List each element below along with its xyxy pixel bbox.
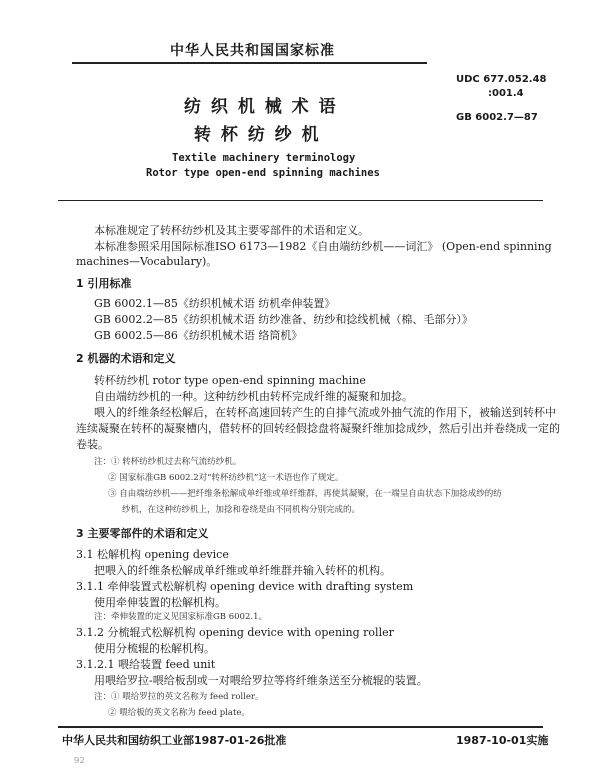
term-rotor-machine: 转杯纺纱机 rotor type open-end spinning machine — [94, 374, 366, 387]
section-3-1-definition: 把喂入的纤维条松解成单纤维或单纤维群并输入转杯的机构。 — [94, 564, 391, 577]
reference-1: GB 6002.1—85《纺织机械术语 纺机牵伸装置》 — [94, 297, 336, 310]
title-en-line2: Rotor type open-end spinning machines — [146, 167, 380, 179]
title-en-line1: Textile machinery terminology — [172, 152, 356, 164]
intro-paragraph-2-line2: machines—Vocabulary)。 — [76, 255, 218, 268]
intro-paragraph-2-line1: 本标准参照采用国际标准ISO 6173—1982《自由端纺纱机——词汇》 (Open-end spinning — [94, 240, 552, 253]
note-1: 注：① 转杯纺纱机过去称气流纺纱机。 — [94, 457, 242, 467]
reference-2: GB 6002.2—85《纺织机械术语 纺纱准备、纺纱和捻线机械（棉、毛部分）》 — [94, 313, 473, 326]
title-cn-line2: 转 杯 纺 纱 机 — [194, 125, 321, 145]
national-standard-heading: 中华人民共和国国家标准 — [170, 43, 335, 59]
section-3-1-2-1-definition: 用喂给罗拉-喂给板刮或一对喂给罗拉等将纤维条送至分梳辊的装置。 — [94, 674, 428, 687]
section-2-heading: 2 机器的术语和定义 — [76, 352, 176, 365]
section-3-heading: 3 主要零部件的术语和定义 — [76, 527, 209, 540]
section-3-1-1-title: 3.1.1 牵伸装置式松解机构 opening device with drafting system — [76, 580, 414, 593]
note-3-line1: ③ 自由端纺纱机——把纤维条松解成单纤维或单纤维群，再使其凝聚，在一端呈自由状态下加捻成纱的纺 — [108, 489, 502, 499]
gb-number: GB 6002.7—87 — [456, 112, 538, 123]
term-definition-2-line3: 卷装。 — [76, 438, 109, 451]
section-3-1-2-title: 3.1.2 分梳辊式松解机构 opening device with opening roller — [76, 626, 394, 639]
page-mark: 92 — [74, 756, 85, 766]
term-definition-1: 自由端纺纱机的一种。这种纺纱机由转杯完成纤维的凝聚和加捻。 — [94, 390, 413, 403]
section-3-1-1-definition: 使用牵伸装置的松解机构。 — [94, 596, 226, 609]
section-3-1-title: 3.1 松解机构 opening device — [76, 548, 229, 561]
footer-rule — [58, 726, 543, 728]
section-3-1-2-1-title: 3.1.2.1 喂给装置 feed unit — [76, 658, 216, 671]
title-rule — [58, 200, 543, 201]
udc-code-suffix: :001.4 — [488, 88, 524, 99]
section-1-heading: 1 引用标准 — [76, 277, 132, 290]
approval-info: 中华人民共和国纺织工业部1987-01-26批准 — [62, 734, 287, 747]
section-3-1-2-1-note-1: 注：① 喂给罗拉的英文名称为 feed roller。 — [94, 692, 264, 702]
header-rule — [72, 62, 427, 64]
term-definition-2-line1: 喂入的纤维条经松解后，在转杯高速回转产生的自排气流或外抽气流的作用下，被输送到转杯中 — [94, 406, 556, 419]
title-cn-line1: 纺 织 机 械 术 语 — [184, 97, 338, 117]
section-3-1-2-1-note-2: ② 喂给板的英文名称为 feed plate。 — [108, 708, 250, 718]
reference-3: GB 6002.5—86《纺织机械术语 络筒机》 — [94, 329, 303, 342]
udc-code: UDC 677.052.48 — [456, 74, 547, 85]
intro-paragraph-1: 本标准规定了转杯纺纱机及其主要零部件的术语和定义。 — [94, 224, 369, 237]
note-2: ② 国家标准GB 6002.2对“转杯纺纱机”这一术语也作了规定。 — [108, 473, 344, 483]
section-3-1-1-note: 注：牵伸装置的定义见国家标准GB 6002.1。 — [94, 612, 267, 622]
section-3-1-2-definition: 使用分梳辊的松解机构。 — [94, 642, 215, 655]
note-3-line2: 纱机，在这种纺纱机上，加捻和卷绕是由不同机构分别完成的。 — [122, 505, 361, 515]
implementation-date: 1987-10-01实施 — [456, 734, 549, 747]
term-definition-2-line2: 连续凝聚在转杯的凝聚槽内，借转杯的回转经假捻盘将凝聚纤维加捻成纱，然后引出并卷绕成一定的 — [76, 422, 560, 435]
